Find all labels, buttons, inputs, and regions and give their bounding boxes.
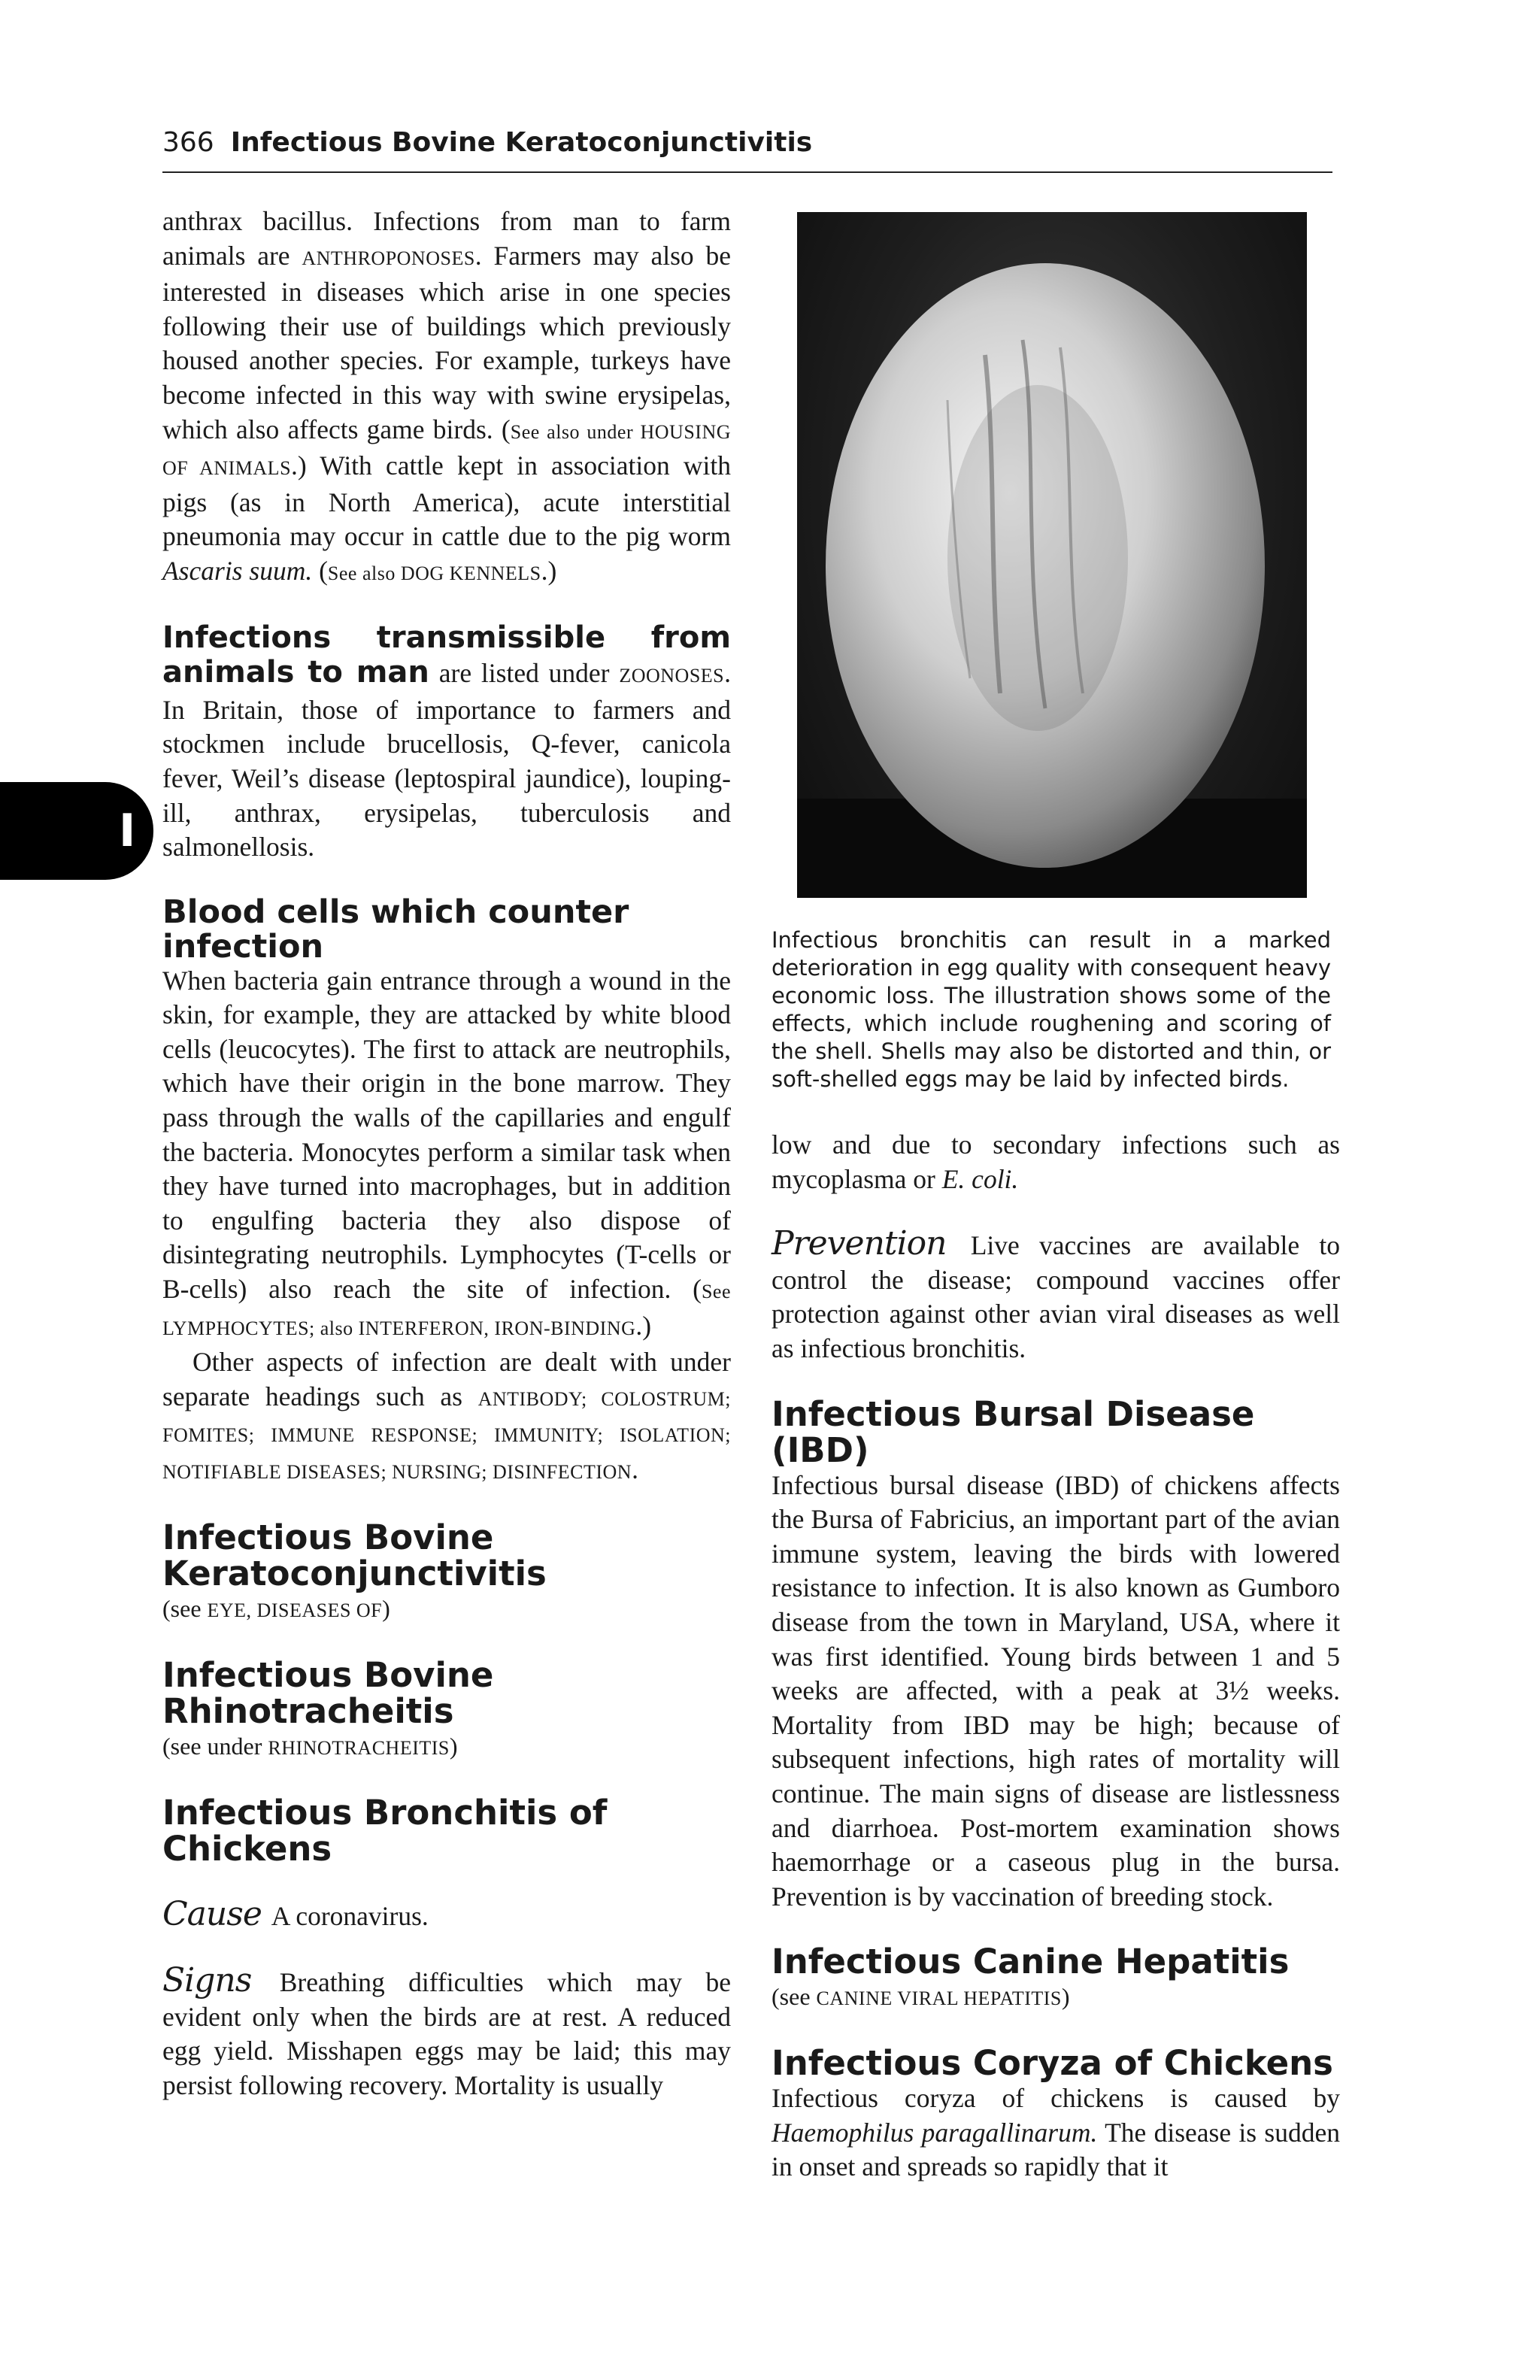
heading-ibd: Infectious Bursal Disease (IBD) — [772, 1393, 1255, 1470]
see-reference-eye: (see EYE, DISEASES OF) — [162, 1594, 390, 1622]
paragraph-blood-cells: When bacteria gain entrance through a wound in the skin, for example, they are attacked by white blood cells (leucocytes). The first to attack are neutrophils, which have their origin in the bone marrow. They pass through the walls of the capillaries and engulf the bacteria. Monocytes perform a similar task when they have turned into macrophages, but in addition to engulfing bacteria they also dispose of disintegrating neutrophils. Lymphocytes (T-cells or B-cells) also reach the site of infection. (See LYMPHOCYTES; also INTERFERON, IRON-BINDING.) — [162, 965, 731, 1341]
paragraph-prevention: Prevention Live vaccines are available to control the disease; compound vaccines offer protection against other avian viral diseases as well as infectious bronchitis. — [772, 1224, 1340, 1363]
egg-photograph — [797, 212, 1307, 898]
paragraph-other-aspects: Other aspects of infection are dealt with under separate headings such as ANTIBODY; COLOSTRUM; FOMITES; IMMUNE RESPONSE; IMMUNITY; ISOLATION; NOTIFIABLE DISEASES; NURSING; DISINFECTION. — [162, 1347, 731, 1484]
heading-ibr: Infectious Bovine Rhinotracheitis — [162, 1654, 494, 1731]
paragraph-anthroponoses: anthrax bacillus. Infections from man to farm animals are ANTHROPONOSES. Farmers may also be interested in diseases which arise in one species following their use of buildings which previously housed another species. For example, turkeys have become infected in this way with swine erysipelas, which also affects game birds. (See also under HOUSING OF ANIMALS.) With cattle kept in association with pigs (as in North America), acute interstitial pneumonia may occur in cattle due to the pig worm Ascaris suum. (See also DOG KENNELS.) — [162, 206, 732, 586]
paragraph-mortality-continued: low and due to secondary infections such as mycoplasma or E. coli. — [772, 1129, 1340, 1194]
paragraph-signs: Signs Breathing difficulties which may be evident only when the birds are at rest. A reduced egg yield. Misshapen eggs may be laid; this may persist following recovery. Mortality is usually — [162, 1961, 731, 2100]
heading-blood-cells: Blood cells which counter infection — [162, 893, 629, 966]
running-header — [162, 126, 1332, 159]
paragraph-ibd: Infectious bursal disease (IBD) of chickens affects the Bursa of Fabricius, an important part of the avian immune system, leaving the birds with lowered resistance to infection. It is also known as Gumboro disease from the town in Maryland, USA, where it was first identified. Young birds between 1 and 5 weeks are affected, with a peak at 3½ weeks. Mortality from IBD may be high; because of subsequent infections, high rates of mortality will continue. The main signs of disease are listlessness and diarrhoea. Post-mortem examination shows haemorrhage or a caseous plug in the bursa. Prevention is by vaccination of breeding stock. — [772, 1469, 1340, 1912]
left-column — [162, 205, 731, 2103]
paragraph-cause: Cause A coronavirus. — [162, 1894, 429, 1933]
egg-illustration — [797, 212, 1307, 898]
right-column — [772, 1128, 1340, 2184]
heading-canine-hepatitis: Infectious Canine Hepatitis — [772, 1942, 1290, 1982]
subheading-signs: Signs — [162, 1961, 252, 2000]
heading-infectious-bronchitis: Infectious Bronchitis of Chickens — [162, 1792, 608, 1869]
thumb-index-letter: I — [119, 805, 136, 857]
heading-infections-transmissible: Infections transmissible from animals to man — [162, 620, 731, 690]
paragraph-coryza: Infectious coryza of chickens is caused by Haemophilus paragallinarum. The disease is sudden in onset and spreads so rapidly that it — [772, 2083, 1340, 2182]
heading-ibk: Infectious Bovine Keratoconjunctivitis — [162, 1517, 547, 1593]
subheading-prevention: Prevention — [772, 1224, 947, 1263]
running-title: Infectious Bovine Keratoconjunctivitis — [230, 127, 813, 158]
subheading-cause: Cause — [162, 1894, 262, 1933]
header-rule — [162, 171, 1332, 173]
heading-infectious-coryza: Infectious Coryza of Chickens — [772, 2043, 1333, 2084]
see-reference-rhinotracheitis: (see under RHINOTRACHEITIS) — [162, 1732, 458, 1760]
figure-caption: Infectious bronchitis can result in a marked deterioration in egg quality with consequent heavy economic loss. The illustration shows some of the effects, which include roughening and scoring of the shell. Shells may also be distorted and thin, or soft-shelled eggs may be laid by infected birds. — [772, 927, 1331, 1092]
see-reference-canine-viral-hepatitis: (see CANINE VIRAL HEPATITIS) — [772, 1983, 1070, 2011]
page-number: 366 — [162, 127, 214, 158]
paragraph-zoonoses: Infections transmissible from animals to man are listed under ZOONOSES. In Britain, those of importance to farmers and stockmen include brucellosis, Q-fever, canicola fever, Weil’s disease (leptospiral jaundice), louping-ill, anthrax, erysipelas, tuberculosis and salmonellosis. — [162, 620, 731, 863]
